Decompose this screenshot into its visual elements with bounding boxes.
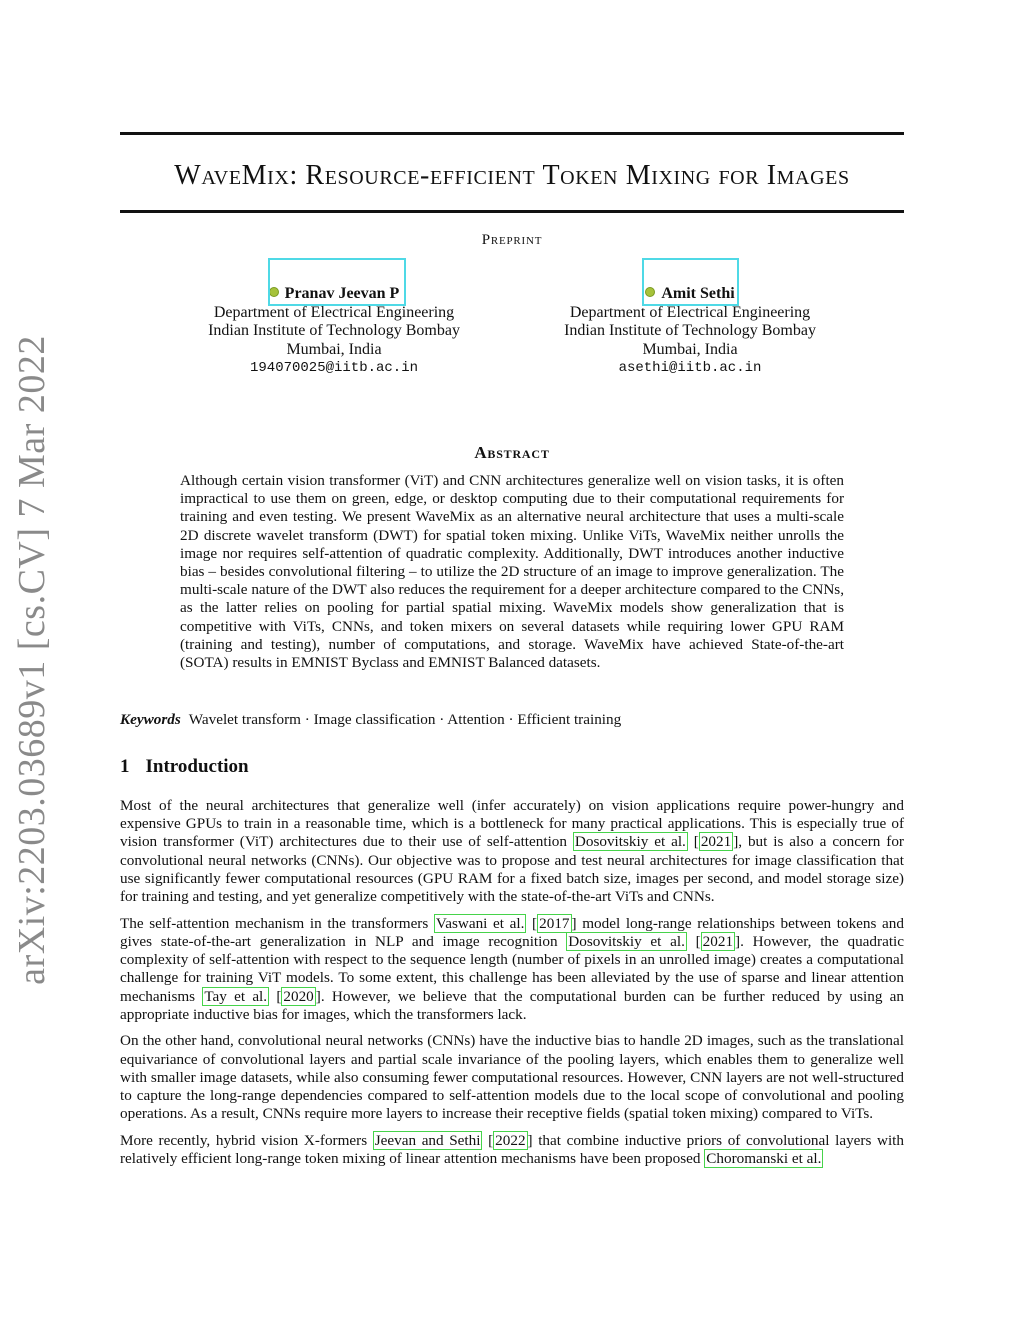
author-email[interactable]: 194070025@iitb.ac.in bbox=[249, 360, 419, 376]
citation-link[interactable]: Dosovitskiy et al. bbox=[568, 932, 685, 950]
citation-year-link[interactable]: 2021 bbox=[700, 833, 732, 851]
author-link-box[interactable] bbox=[642, 258, 739, 306]
author-location: Mumbai, India bbox=[286, 340, 382, 358]
citation-year-link[interactable]: 2017 bbox=[539, 914, 570, 932]
author-department: Department of Electrical Engineering bbox=[569, 303, 811, 321]
author-name-link[interactable]: Amit Sethi bbox=[661, 285, 735, 302]
paragraph: On the other hand, convolutional neural networks (CNNs) have the inductive bias to handle 2D images, such as the translational equivariance of convolutional layers and partial scale invariance of the pooling layers, which enables them to generalize well with smaller image datasets, while also consuming fewer computational resources. However, CNN layers are not well-structured to capture the long-range dependencies compared to self-attention models due to the local scope of convolutional and pooling operations. As a result, CNNs require more layers to increase their receptive fields (spatial token mixing) compared to ViTs. bbox=[120, 1032, 904, 1123]
author-location: Mumbai, India bbox=[642, 340, 738, 358]
paragraph: More recently, hybrid vision X-formers Jeevan and Sethi [ 2022 ] that combine inductive priors of convolutional layers with relatively efficient long-range token mixing of linear attention mechanisms have been proposed Choromanski et al. bbox=[120, 1131, 904, 1168]
author-institution: Indian Institute of Technology Bombay bbox=[564, 322, 816, 339]
citation-year-link[interactable]: 2021 bbox=[702, 932, 734, 950]
author-name-link[interactable]: Pranav Jeevan P bbox=[284, 285, 400, 302]
citation-year-link[interactable]: 2020 bbox=[283, 987, 314, 1005]
section-heading bbox=[120, 756, 249, 778]
citation-link[interactable]: Tay et al. bbox=[204, 987, 268, 1005]
author-email[interactable]: asethi@iitb.ac.in bbox=[618, 360, 762, 376]
citation-year-link[interactable]: 2022 bbox=[495, 1131, 526, 1149]
preprint-label: Preprint bbox=[481, 232, 543, 248]
citation-link[interactable]: Jeevan and Sethi bbox=[374, 1131, 481, 1149]
title-bottom-rule bbox=[120, 210, 904, 213]
introduction-body bbox=[120, 797, 904, 1177]
author-link-box[interactable] bbox=[268, 258, 406, 306]
keywords-line bbox=[120, 711, 904, 729]
paragraph: Most of the neural architectures that generalize well (infer accurately) on vision applications require power-hungry and expensive GPUs to train in a reasonable time, which is a bottleneck for many practical applications. This is especially true of vision transformer (ViT) architectures due to their use of self-attention Dosovitskiy et al. [ 2021 ], but is also a concern for convolutional neural networks (CNNs). Our objective was to propose and test neural architectures for image classification that use significantly fewer computational resources (GPU RAM for a fixed batch size, images per second, and model storage size) for training and testing, and yet generalize competitively with the state-of-the-art ViTs and CNNs. bbox=[120, 797, 904, 906]
citation-link[interactable]: Choromanski et al. bbox=[706, 1150, 822, 1168]
paper-title: WaveMix: Resource-efficient Token Mixing for Images bbox=[174, 160, 850, 191]
arxiv-identifier-stamp bbox=[10, 335, 54, 985]
abstract-heading: Abstract bbox=[474, 443, 550, 462]
paragraph: The self-attention mechanism in the transformers Vaswani et al. [ 2017 ] model long-range relationships between tokens and gives state-of-the-art generalization in NLP and image recognition Dosovitskiy et al. [ 2021 ]. However, the quadratic complexity of self-attention with respect to the sequence length (number of pixels in an unrolled image) creates a computational challenge for training ViT models. To some extent, this challenge has been alleviated by the use of sparse and linear attention mechanisms Tay et al. [ 2020 ]. However, we believe that the computational burden can be further reduced by using an appropriate inductive bias for images, which the transformers lack. bbox=[120, 914, 905, 1023]
citation-link[interactable]: Dosovitskiy et al. bbox=[574, 833, 686, 851]
author-department: Department of Electrical Engineering bbox=[213, 303, 455, 321]
section-number: 1 bbox=[120, 756, 130, 777]
abstract-text: Although certain vision transformer (ViT) and CNN architectures generalize well on vision tasks, it is often impractical to use them on green, edge, or desktop computing due to their computational requirements for training and even testing. We present WaveMix as an alternative neural architecture that uses a multi-scale 2D discrete wavelet transform (DWT) for spatial token mixing. Unlike ViTs, WaveMix neither unrolls the image nor requires self-attention of quadratic complexity. Additionally, DWT introduces another inductive bias – besides convolutional filtering – to utilize the 2D structure of an image to improve generalization. The multi-scale nature of the DWT also reduces the requirement for a deeper architecture compared to the CNNs, as the latter relies on pooling for partial spatial mixing. WaveMix models show generalization that is competitive with ViTs, CNNs, and token mixers on several datasets while requiring lower GPU RAM (training and testing), number of computations, and storage. WaveMix have achieved State-of-the-art (SOTA) results in EMNIST Byclass and EMNIST Balanced datasets. bbox=[180, 472, 844, 672]
arxiv-stamp-text: arXiv:2203.03689v1 [cs.CV] 7 Mar 2022 bbox=[11, 335, 54, 985]
keywords-text: Wavelet transform · Image classification · Attention · Efficient training bbox=[188, 711, 622, 728]
title-top-rule bbox=[120, 132, 904, 135]
keywords-label: Keywords bbox=[120, 711, 181, 728]
section-title: Introduction bbox=[145, 756, 249, 777]
citation-link[interactable]: Vaswani et al. bbox=[435, 914, 525, 932]
author-institution: Indian Institute of Technology Bombay bbox=[208, 322, 460, 339]
